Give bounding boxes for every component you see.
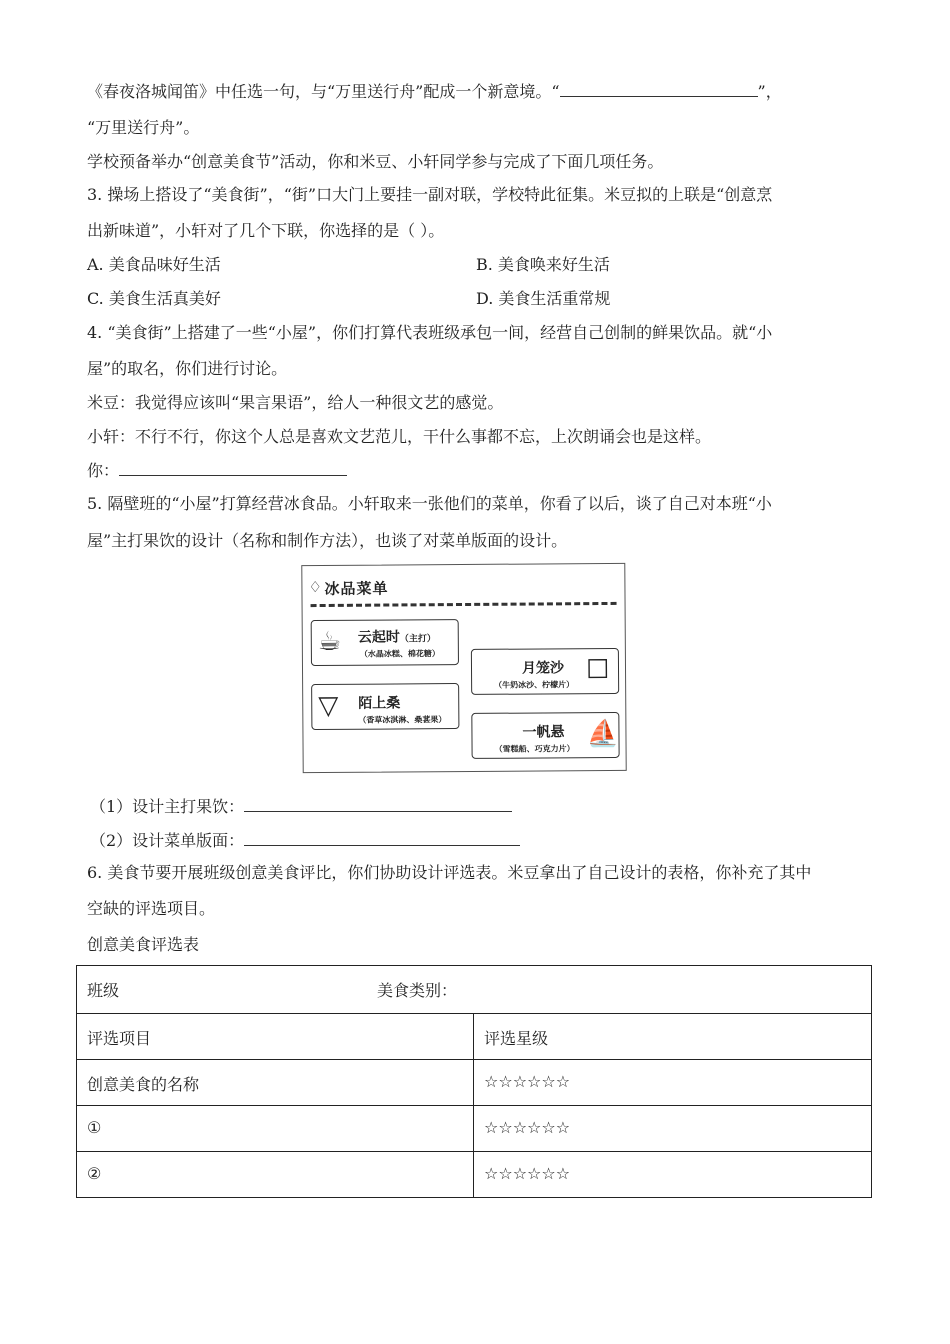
item-cell[interactable]: ①: [77, 1106, 474, 1152]
table-caption: 创意美食评选表: [87, 935, 200, 954]
xiaoxuan-dialogue: 小轩：不行不行，你这个人总是喜欢文艺范儿，干什么事都不忘，上次朗诵会也是这样。: [87, 427, 712, 446]
answer-blank-poem[interactable]: [560, 80, 758, 97]
line-1: [87, 80, 782, 103]
header-item: 评选项目: [77, 1014, 474, 1060]
answer-blank-name[interactable]: [119, 459, 347, 476]
star-rating[interactable]: ☆☆☆☆☆☆: [474, 1106, 872, 1152]
menu-title: 冰品菜单: [324, 579, 389, 598]
question-6-line-1: 6. 美食节要开展班级创意美食评比，你们协助设计评选表。米豆拿出了自己设计的表格，你补充了其中: [87, 863, 812, 882]
cup-icon: ☐: [585, 654, 610, 686]
table-row: [77, 1152, 872, 1198]
sub-2-label: （2）设计菜单版面：: [90, 831, 245, 850]
intro-text: 学校预备举办“创意美食节”活动，你和米豆、小轩同学参与完成了下面几项任务。: [87, 152, 664, 171]
sundae-icon: ▽: [318, 690, 339, 722]
question-5-line-1: 5. 隔壁班的“小屋”打算经营冰食品。小轩取来一张他们的菜单，你看了以后，谈了自己对本班“小: [87, 494, 772, 513]
sub-1-label: （1）设计主打果饮：: [90, 797, 245, 816]
item-cell[interactable]: 创意美食的名称: [77, 1060, 474, 1106]
menu-item-desc: （牛奶冰沙、柠檬片）: [494, 680, 575, 690]
menu-item-desc: （水晶冰糕、棉花糖）: [359, 649, 440, 659]
option-d[interactable]: D. 美食生活重常规: [476, 289, 611, 308]
header-stars: 评选星级: [474, 1014, 872, 1060]
menu-item-name: 陌上桑: [358, 695, 401, 712]
menu-item-name: 月笼沙: [521, 660, 565, 677]
item-cell[interactable]: ②: [77, 1152, 474, 1198]
question-4-line-2: 屋”的取名，你们进行讨论。: [87, 359, 288, 378]
menu-item-name: 云起时（主打）: [357, 629, 436, 646]
option-c[interactable]: C. 美食生活真美好: [87, 289, 221, 308]
menu-card-moshangsang: [311, 683, 459, 730]
line-2: “万里送行舟”。: [87, 118, 200, 137]
evaluation-table: [76, 965, 872, 1198]
boat-icon: ⛵: [586, 718, 619, 750]
menu-card-yunqishi: [311, 619, 459, 666]
menu-card-yifanxuan: [471, 712, 619, 759]
menu-divider: [311, 602, 617, 607]
question-6-line-2: 空缺的评选项目。: [87, 899, 216, 918]
option-a[interactable]: A. 美食品味好生活: [87, 255, 221, 274]
table-row-class: [77, 966, 872, 1014]
star-rating[interactable]: ☆☆☆☆☆☆: [474, 1152, 872, 1198]
sub-question-1: [90, 795, 512, 818]
question-5-line-2: 屋”主打果饮的设计（名称和制作方法），也谈了对菜单版面的设计。: [87, 531, 568, 550]
your-label: 你：: [87, 461, 120, 480]
menu-item-desc: （香草冰淇淋、桑葚果）: [358, 715, 447, 725]
line-1-end: ”，: [757, 82, 782, 101]
bowl-icon: ☕: [317, 626, 342, 658]
menu-item-name: 一帆悬: [522, 724, 565, 741]
table-header-row: [77, 1014, 872, 1060]
class-label: 班级: [87, 981, 120, 1000]
answer-blank-drink[interactable]: [244, 795, 512, 812]
sub-question-2: [90, 829, 520, 852]
ice-cream-icon: ♢: [308, 577, 322, 597]
your-answer-line: [87, 459, 347, 482]
table-row: [77, 1106, 872, 1152]
food-type-label: 美食类别：: [377, 981, 458, 1000]
menu-item-desc: （雪糕船、巧克力片）: [494, 744, 575, 754]
question-3-line-1: 3. 操场上搭设了“美食街”，“街”口大门上要挂一副对联，学校特此征集。米豆拟的上联是“创意烹: [87, 185, 773, 204]
star-rating[interactable]: ☆☆☆☆☆☆: [474, 1060, 872, 1106]
class-cell[interactable]: [77, 966, 872, 1014]
question-3-line-2: 出新味道”，小轩对了几个下联，你选择的是（ ）。: [87, 221, 445, 240]
line-1-text: 《春夜洛城闻笛》中任选一句，与“万里送行舟”配成一个新意境。“: [87, 82, 560, 101]
option-b[interactable]: B. 美食唤来好生活: [476, 255, 610, 274]
question-4-line-1: 4. “美食街”上搭建了一些“小屋”，你们打算代表班级承包一间，经营自己创制的鲜果饮品。就“小: [87, 323, 773, 342]
midou-dialogue: 米豆：我觉得应该叫“果言果语”，给人一种很文艺的感觉。: [87, 393, 504, 412]
ice-menu-image: [301, 563, 626, 773]
answer-blank-layout[interactable]: [244, 829, 520, 846]
table-row: [77, 1060, 872, 1106]
menu-card-yuelongsha: [471, 648, 619, 695]
